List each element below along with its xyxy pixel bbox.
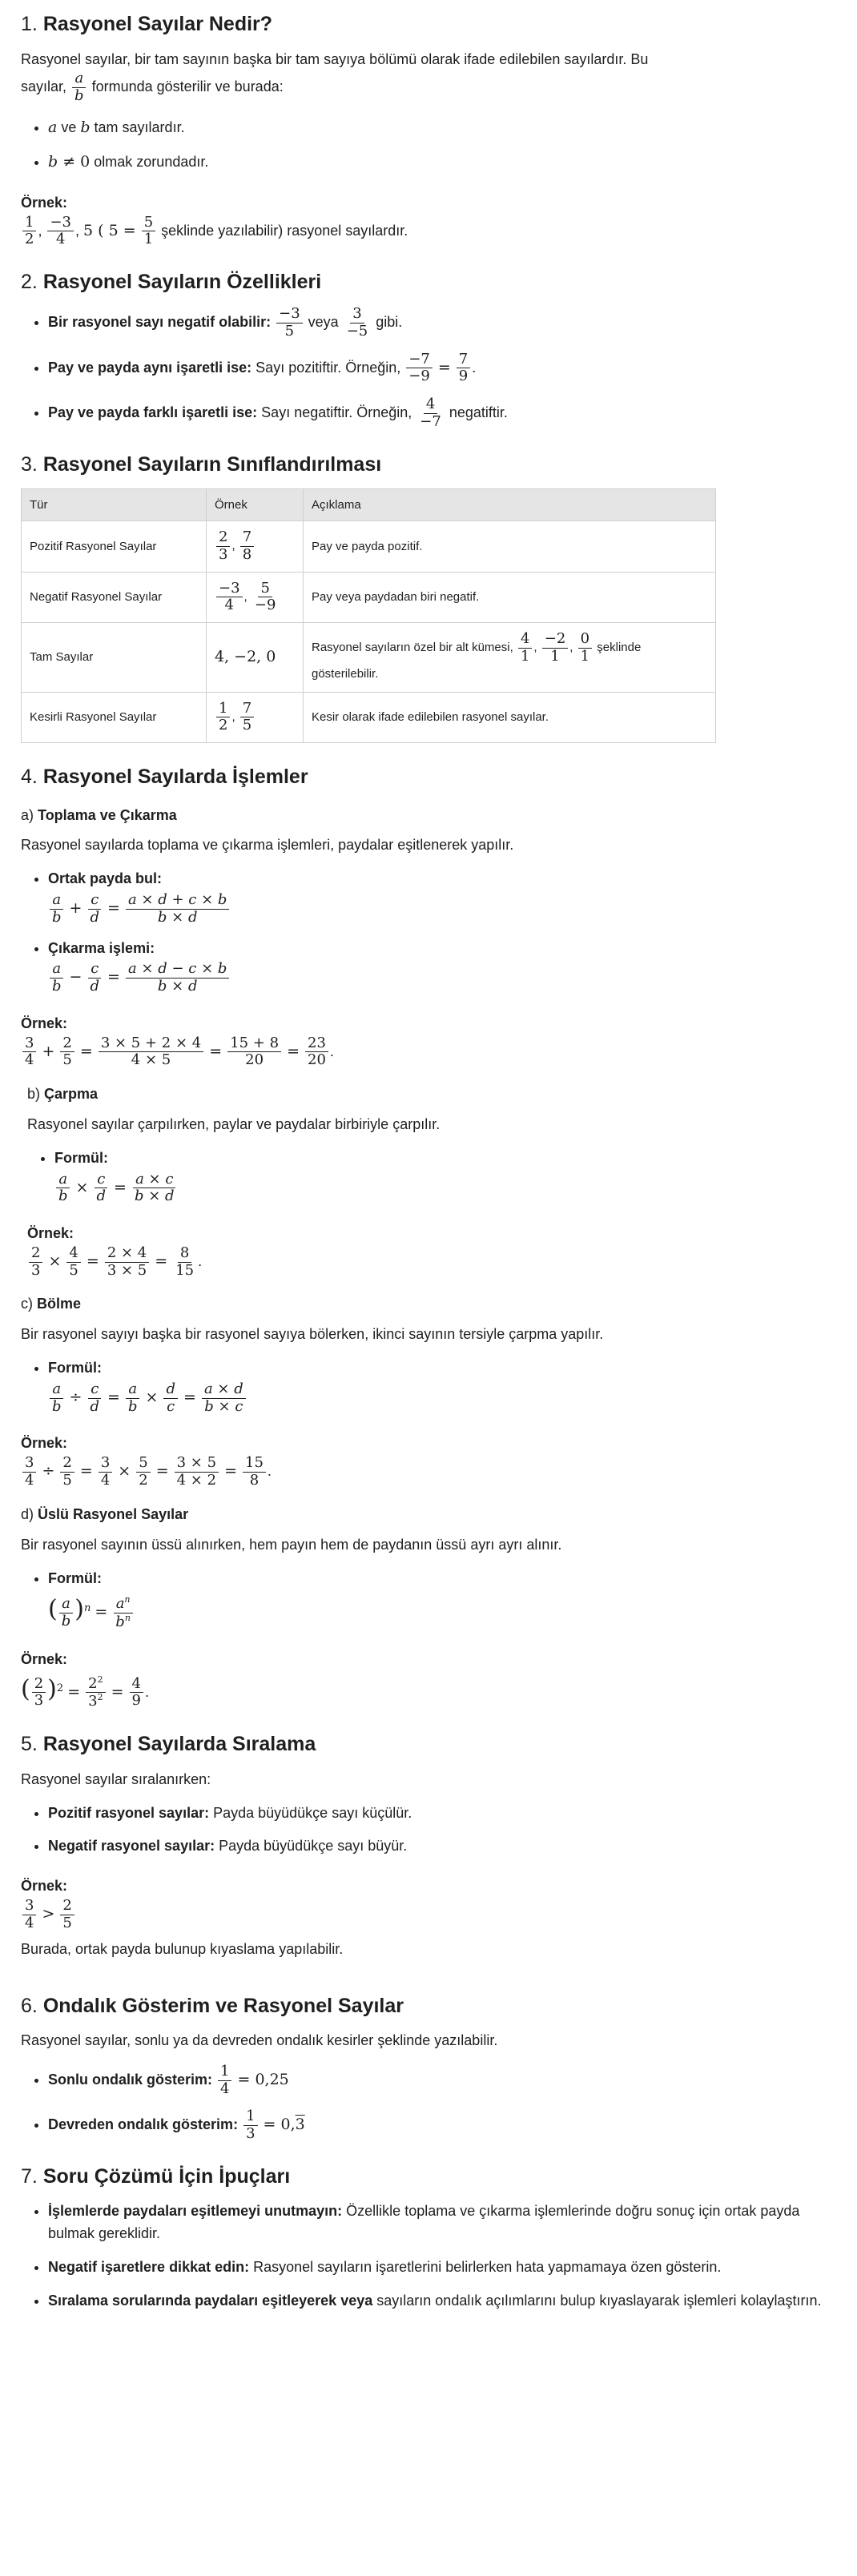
example-label: Örnek: (21, 1435, 68, 1452)
classification-table (21, 488, 716, 743)
s6-list (21, 2064, 838, 2143)
list-item: • Sonlu ondalık gösterim: $\frac{1}{4}$ = 0,25 (48, 2064, 838, 2097)
s1-list (21, 116, 838, 175)
s2-list (21, 306, 838, 430)
s5-example: $\frac{3}{4}$ > $\frac{2}{5}$ (21, 1898, 838, 1931)
table-row: Kesirli Rasyonel Sayılar $\frac{1}{2}$ , $\frac{7}{5}$ Kesir olarak ifade edilebilen rasyonel sayılar. (22, 692, 716, 742)
table-header: Tür (22, 489, 207, 521)
s5-after: Burada, ortak payda bulunup kıyaslama yapılabilir. (21, 1940, 344, 1957)
list-item: • Pay ve payda farklı işaretli ise: Sayı negatiftir. Örneğin, $\frac{4}{-7}$ negatiftir. (48, 396, 838, 430)
list-item: • Negatif işaretlere dikkat edin: Rasyonel sayıların işaretlerini belirlerken hata yapmamaya özen gösterin. (48, 2257, 838, 2279)
table-row: Tam Sayılar 4, −2, 0 Rasyonel sayıların özel bir alt kümesi, $\frac{4}{1}$ , $\frac{-2}{1}$ , $\frac{0}{1}$ şeklinde gösterilebilir. (22, 623, 716, 693)
s1-example: $\frac{1}{2}$ , $\frac{-3}{4}$ , 5 ( 5 = $\frac{5}{1}$ şeklinde yazılabilir) rasyonel sayılardır. (21, 215, 838, 248)
section-5-heading: 5. Rasyonel Sayılarda Sıralama (21, 1733, 316, 1756)
list-item: • Çıkarma işlemi: $\frac{a}{b}$ − $\frac{c}{d}$ = $\frac{a \times d - c \times b}{b \times d}$ (48, 938, 838, 995)
subsection-c-heading: c) Bölme (21, 1296, 82, 1312)
subsection-a-heading: a) Toplama ve Çıkarma (21, 806, 177, 823)
list-item: • Pay ve payda aynı işaretli ise: Sayı pozitiftir. Örneğin, $\frac{-7}{-9}$ = $\frac{7}{9}$ . (48, 352, 838, 385)
section-1-heading: 1. Rasyonel Sayılar Nedir? (21, 13, 273, 35)
s4a-text: Rasyonel sayılarda toplama ve çıkarma işlemleri, paydalar eşitlenerek yapılır. (21, 837, 514, 854)
list-item: • Negatif rasyonel sayılar: Payda büyüdükçe sayı büyür. (48, 1835, 838, 1858)
table-header: Örnek (207, 489, 304, 521)
s4b-text: Rasyonel sayılar çarpılırken, paylar ve paydalar birbiriyle çarpılır. (27, 1116, 441, 1132)
table-row: Negatif Rasyonel Sayılar $\frac{-3}{4}$ , $\frac{5}{-9}$ Pay veya paydadan biri negatif. (22, 572, 716, 622)
example-label: Örnek: (27, 1225, 74, 1242)
list-item: • a ve b tam sayılardır. (48, 116, 838, 139)
s4b-example: $\frac{2}{3}$ × $\frac{4}{5}$ = $\frac{2 \times 4}{3 \times 5}$ = $\frac{8}{15}$ . (27, 1245, 838, 1279)
list-item: • Formül: $\frac{a}{b}$ × $\frac{c}{d}$ = $\frac{a \times c}{b \times d}$ (54, 1147, 838, 1205)
s4d-list (21, 1568, 838, 1631)
s4c-text: Bir rasyonel sayıyı başka bir rasyonel sayıya bölerken, ikinci sayının tersiyle çarpma yapılır. (21, 1326, 604, 1343)
s4d-example: ( $\frac{2}{3}$ )$^2$ = $\frac{2^2}{3^2}$ = $\frac{4}{9}$ . (21, 1674, 149, 1710)
list-item: • b ≠ 0 olmak zorundadır. (48, 151, 838, 174)
s5-text: Rasyonel sayılar sıralanırken: (21, 1770, 211, 1787)
example-label: Örnek: (21, 1878, 68, 1895)
s4c-list (21, 1357, 838, 1415)
s4a-example: $\frac{3}{4}$ + $\frac{2}{5}$ = $\frac{3 \times 5 + 2 \times 4}{4 \times 5}$ = $\frac{15 + 8}{20}$ = $\frac{23}{20}$ . (21, 1035, 838, 1069)
s6-text: Rasyonel sayılar, sonlu ya da devreden ondalık kesirler şeklinde yazılabilir. (21, 2032, 498, 2048)
s5-list (21, 1802, 838, 1859)
s4b-list (27, 1147, 838, 1205)
s4d-text: Bir rasyonel sayının üssü alınırken, hem payın hem de paydanın üssü ayrı ayrı alınır. (21, 1536, 562, 1553)
section-3-heading: 3. Rasyonel Sayıların Sınıflandırılması (21, 452, 382, 476)
example-label: Örnek: (21, 1015, 68, 1031)
s7-list (21, 2200, 838, 2313)
table-row: Pozitif Rasyonel Sayılar $\frac{2}{3}$ , $\frac{7}{8}$ Pay ve payda pozitif. (22, 521, 716, 572)
section-6-heading: 6. Ondalık Gösterim ve Rasyonel Sayılar (21, 1994, 404, 2017)
s1-paragraph: Rasyonel sayılar, bir tam sayının başka bir tam sayıya bölümü olarak ifade edilebilen sayılardır. Bu sayılar, $\frac{a}{b}$ formunda gösterilir ve burada: (21, 50, 649, 105)
subsection-b-heading: b) Çarpma (27, 1086, 99, 1103)
list-item: • Formül: ( $\frac{a}{b}$ )$^n$ = $\frac{a^n}{b^n}$ (48, 1568, 838, 1631)
section-7-heading: 7. Soru Çözümü İçin İpuçları (21, 2164, 291, 2188)
table-header: Açıklama (304, 489, 716, 521)
s4a-list (21, 868, 838, 995)
list-item: • Sıralama sorularında paydaları eşitleyerek veya sayıların ondalık açılımlarını bulup kıyaslayarak işlemleri kolaylaştırın. (48, 2290, 838, 2313)
list-item: • Pozitif rasyonel sayılar: Payda büyüdükçe sayı küçülür. (48, 1802, 838, 1825)
list-item: • Devreden ondalık gösterim: $\frac{1}{3}$ = 0,3 (48, 2108, 838, 2142)
list-item: • Bir rasyonel sayı negatif olabilir: $\frac{-3}{5}$ veya $\frac{3}{-5}$ gibi. (48, 306, 838, 340)
subsection-d-heading: d) Üslü Rasyonel Sayılar (21, 1505, 189, 1522)
example-label: Örnek: (21, 194, 68, 211)
example-label: Örnek: (21, 1650, 68, 1667)
section-4-heading: 4. Rasyonel Sayılarda İşlemler (21, 766, 308, 789)
section-2-heading: 2. Rasyonel Sayıların Özellikleri (21, 270, 322, 293)
s4c-example: $\frac{3}{4}$ ÷ $\frac{2}{5}$ = $\frac{3}{4}$ × $\frac{5}{2}$ = $\frac{3 \times 5}{4 \times 2}$ = $\frac{15}{8}$ . (21, 1455, 838, 1489)
list-item: • Formül: $\frac{a}{b}$ ÷ $\frac{c}{d}$ = $\frac{a}{b}$ × $\frac{d}{c}$ = $\frac{a \times d}{b \times c}$ (48, 1357, 838, 1415)
list-item: • İşlemlerde paydaları eşitlemeyi unutmayın: Özellikle toplama ve çıkarma işlemlerinde doğru sonuç için ortak payda bulmak gereklidir. (48, 2200, 838, 2245)
list-item: • Ortak payda bul: $\frac{a}{b}$ + $\frac{c}{d}$ = $\frac{a \times d + c \times b}{b \times d}$ (48, 868, 838, 926)
